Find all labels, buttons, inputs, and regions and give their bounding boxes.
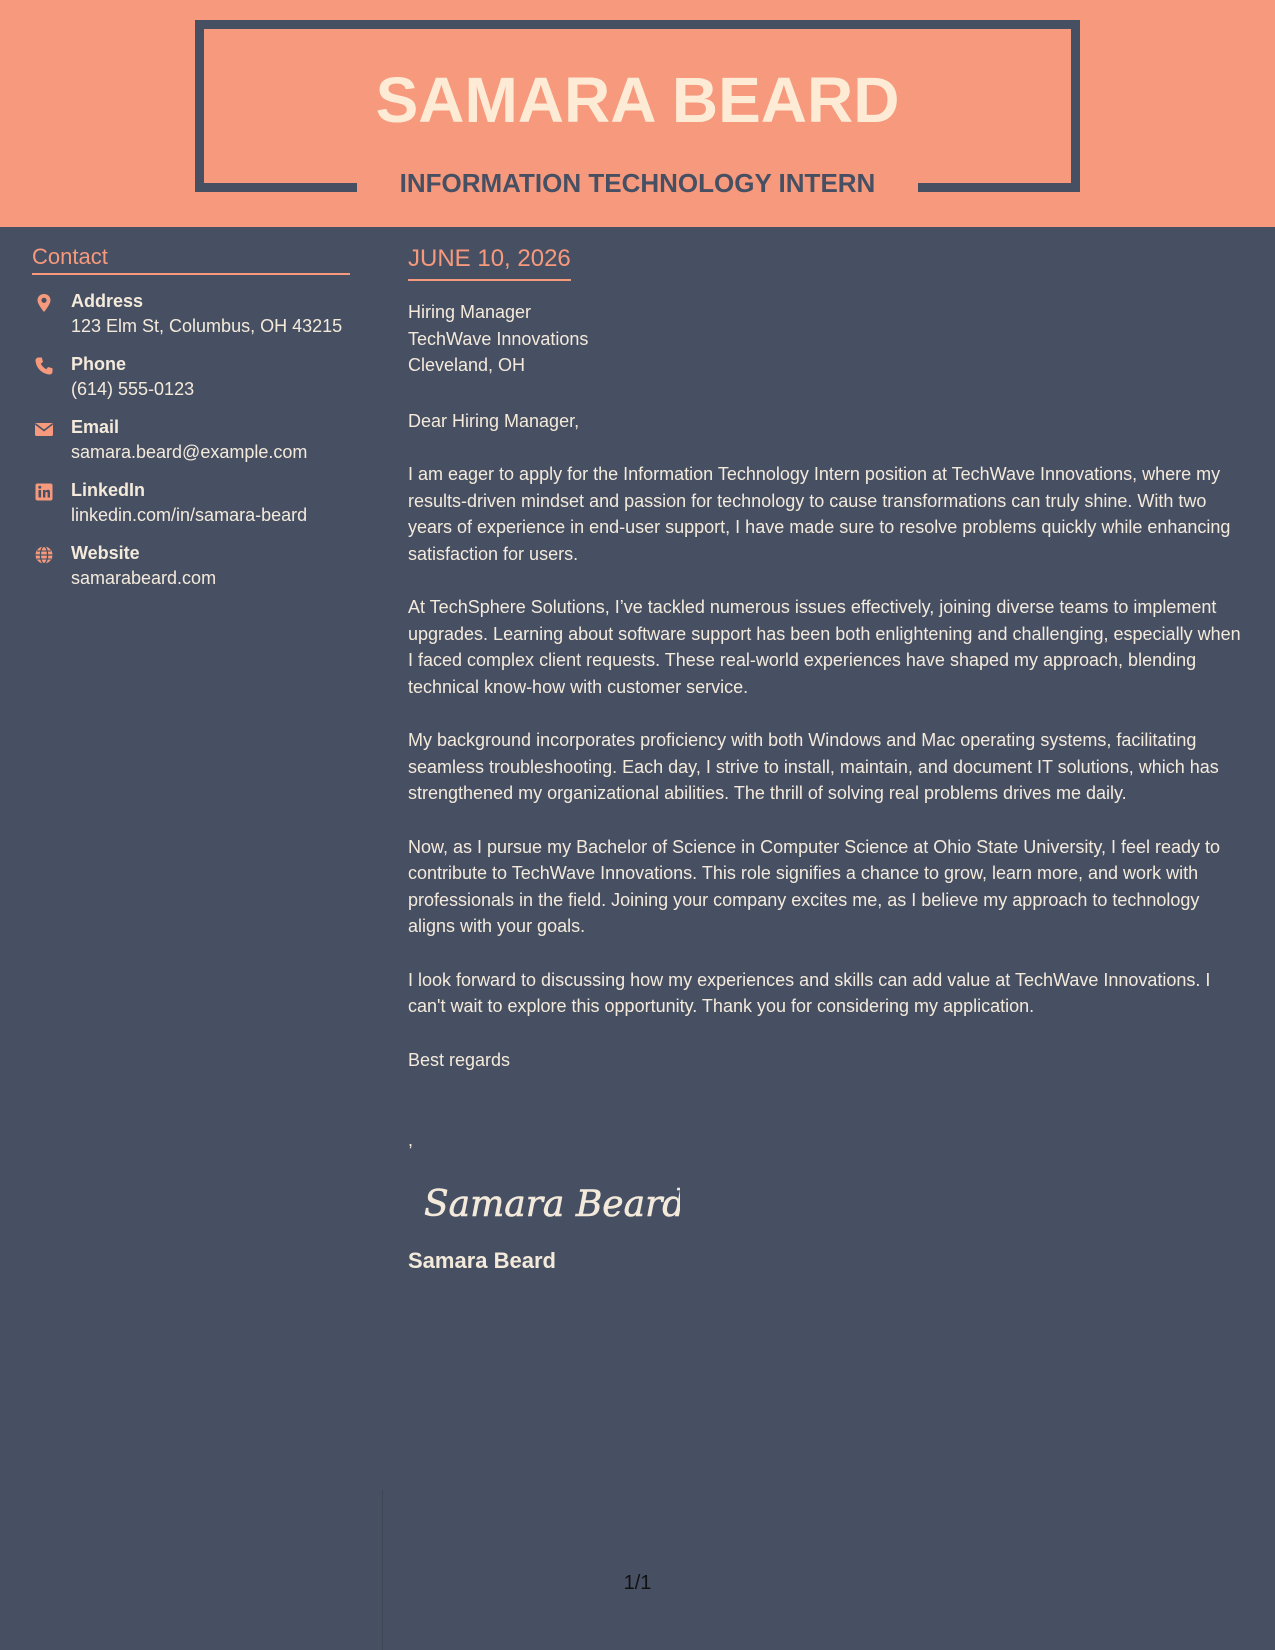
svg-text:Samara Beard: Samara Beard <box>424 1183 680 1225</box>
job-title: INFORMATION TECHNOLOGY INTERN <box>399 168 876 198</box>
applicant-name: SAMARA BEARD <box>375 64 900 136</box>
contact-label: Address <box>71 291 144 311</box>
closing: Best regards <box>408 1049 511 1070</box>
contact-label: Website <box>71 543 140 563</box>
contact-value: 123 Elm St, Columbus, OH 43215 <box>71 316 343 336</box>
recipient-block <box>408 299 1248 379</box>
contact-item-website <box>32 541 352 604</box>
contact-value[interactable]: linkedin.com/in/samara-beard <box>71 505 308 525</box>
phone-icon <box>34 356 54 376</box>
salutation: Dear Hiring Manager, <box>408 410 580 431</box>
header-frame-top <box>195 20 1080 29</box>
recipient-line: Cleveland, OH <box>408 355 526 375</box>
header-banner <box>0 0 1275 227</box>
contact-item-email <box>32 415 352 478</box>
contact-heading: Contact <box>32 243 350 275</box>
contact-label: Email <box>71 417 120 437</box>
page-number: 1/1 <box>623 1572 652 1594</box>
contact-sidebar <box>32 243 352 604</box>
recipient-line: TechWave Innovations <box>408 328 589 349</box>
closing-comma: , <box>408 1130 414 1150</box>
contact-item-phone <box>32 352 352 415</box>
signer-name: Samara Beard <box>408 1247 556 1273</box>
envelope-icon <box>34 419 54 439</box>
contact-item-address <box>32 289 352 352</box>
globe-icon <box>34 545 54 565</box>
contact-item-linkedin <box>32 478 352 541</box>
body-paragraph: I look forward to discussing how my experiences and skills can add value at TechWave Innovations. I can't wait to explore this opportunity. Thank you for considering my application. <box>408 969 1211 1016</box>
location-pin-icon <box>34 293 54 313</box>
contact-value: (614) 555-0123 <box>71 379 195 399</box>
body-paragraph: My background incorporates proficiency with both Windows and Mac operating systems, facilitating seamless troubleshooting. Each day, I strive to install, maintain, and document IT solutions, which has strengthened my organizational abilities. The thrill of solving real problems drives me daily. <box>408 730 1219 803</box>
recipient-line: Hiring Manager <box>408 302 532 322</box>
linkedin-icon <box>34 482 54 502</box>
signature-image <box>420 1176 680 1232</box>
letter-body <box>408 243 1248 1276</box>
contact-list <box>32 289 352 604</box>
body-paragraph: At TechSphere Solutions, I’ve tackled numerous issues effectively, joining diverse teams to implement upgrades. Learning about software support has been both enlightening and challenging, especially when I faced complex client requests. These real-world experiences have shaped my approach, blending technical know-how with customer service. <box>408 597 1241 697</box>
contact-value[interactable]: samarabeard.com <box>71 568 217 588</box>
contact-label: Phone <box>71 354 127 374</box>
contact-value: samara.beard@example.com <box>71 442 308 462</box>
body-paragraph: I am eager to apply for the Information Technology Intern position at TechWave Innovations, where my results-driven mindset and passion for technology to cause transformations can truly shine. With two years of experience in end-user support, I have made sure to resolve problems quickly while enhancing satisfaction for users. <box>408 464 1231 564</box>
contact-label: LinkedIn <box>71 480 146 500</box>
body-paragraph: Now, as I pursue my Bachelor of Science in Computer Science at Ohio State University, I feel ready to contribute to TechWave Innovations. This role signifies a chance to grow, learn more, and work with professionals in the field. Joining your company excites me, as I believe my approach to technology aligns with your goals. <box>408 836 1221 936</box>
letter-date: JUNE 10, 2026 <box>408 243 571 281</box>
